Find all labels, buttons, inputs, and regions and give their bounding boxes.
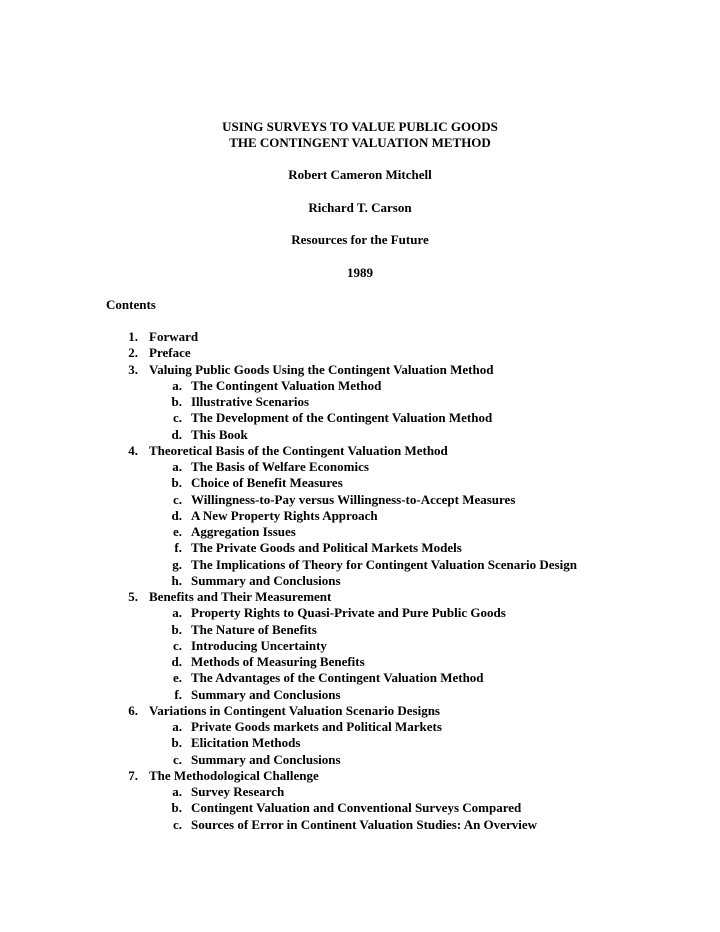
toc-item-number: 2. (128, 345, 138, 361)
toc-item-number: c. (172, 491, 182, 507)
toc-section (0, 557, 720, 573)
toc-section (0, 475, 720, 491)
toc-item-title: Methods of Measuring Benefits (191, 654, 365, 669)
toc-item-title: Contingent Valuation and Conventional Surveys Compared (191, 800, 522, 816)
toc-item-number: g. (172, 556, 182, 572)
toc-section (0, 622, 720, 638)
toc-item-title: Summary and Conclusions (191, 686, 341, 702)
toc-section (0, 687, 720, 703)
toc-item-title: Private Goods markets and Political Markets (191, 719, 442, 734)
toc-item-number: b. (171, 735, 182, 751)
toc-section (0, 670, 720, 686)
toc-item-number: 7. (128, 767, 138, 783)
toc-section (0, 735, 720, 751)
toc-item-number: f. (174, 540, 182, 556)
toc-chapter (0, 329, 720, 345)
toc-section (0, 492, 720, 508)
toc-item-number: h. (171, 572, 182, 588)
toc-item-number: b. (171, 394, 182, 409)
toc-chapter (0, 589, 720, 605)
toc-item-title: Introducing Uncertainty (191, 637, 327, 653)
title-line-2: THE CONTINGENT VALUATION METHOD (229, 135, 491, 150)
toc-chapter (0, 443, 720, 459)
toc-section (0, 378, 720, 394)
toc-section (0, 817, 720, 833)
toc-item-number: c. (172, 637, 182, 653)
toc-section (0, 427, 720, 443)
toc-item-title: The Advantages of the Contingent Valuation Method (191, 670, 484, 686)
toc-section (0, 654, 720, 670)
toc-item-number: 3. (128, 361, 138, 377)
toc-item-title: Sources of Error in Continent Valuation Studies: An Overview (191, 816, 537, 832)
toc-item-title: Summary and Conclusions (191, 572, 341, 588)
toc-item-title: Theoretical Basis of the Contingent Valuation Method (149, 442, 448, 458)
toc-section (0, 573, 720, 589)
toc-section (0, 752, 720, 768)
publisher: Resources for the Future (291, 232, 429, 247)
toc-item-number: c. (172, 816, 182, 832)
toc-section (0, 410, 720, 426)
toc-section (0, 719, 720, 735)
toc-section (0, 540, 720, 556)
toc-chapter (0, 703, 720, 719)
toc-item-number: a. (172, 459, 182, 474)
toc-item-number: b. (171, 800, 182, 816)
toc-item-title: The Basis of Welfare Economics (191, 459, 369, 474)
toc-item-number: 4. (128, 442, 138, 458)
toc-item-number: a. (172, 377, 182, 393)
toc-section (0, 605, 720, 621)
toc-item-title: Survey Research (191, 784, 285, 799)
toc-item-title: Elicitation Methods (191, 735, 301, 751)
toc-item-number: c. (172, 751, 182, 767)
title-line-1: USING SURVEYS TO VALUE PUBLIC GOODS (222, 119, 498, 134)
toc-section (0, 638, 720, 654)
toc-item-title: Benefits and Their Measurement (149, 589, 332, 604)
toc-item-number: e. (172, 524, 182, 539)
toc-item-number: f. (174, 686, 182, 702)
toc-item-number: a. (172, 605, 182, 621)
toc-item-number: 6. (128, 702, 138, 718)
toc-section (0, 459, 720, 475)
toc-item-title: Valuing Public Goods Using the Contingent Valuation Method (149, 361, 494, 377)
toc-chapter (0, 362, 720, 378)
toc-item-number: c. (172, 410, 182, 426)
toc-chapter (0, 345, 720, 361)
toc-chapter (0, 768, 720, 784)
table-of-contents (0, 329, 720, 833)
toc-item-number: d. (171, 507, 182, 523)
toc-item-number: d. (171, 426, 182, 442)
toc-item-title: A New Property Rights Approach (191, 507, 378, 523)
toc-item-number: e. (172, 670, 182, 686)
toc-item-title: Preface (149, 345, 191, 361)
toc-item-title: Variations in Contingent Valuation Scenario Designs (149, 702, 440, 718)
toc-item-number: a. (172, 719, 182, 734)
toc-section (0, 800, 720, 816)
toc-item-number: b. (171, 475, 182, 491)
toc-item-title: Willingness-to-Pay versus Willingness-to-Accept Measures (191, 491, 516, 507)
contents-heading: Contents (106, 297, 156, 312)
toc-item-title: Aggregation Issues (191, 524, 296, 539)
toc-item-title: Property Rights to Quasi-Private and Pure Public Goods (191, 605, 506, 621)
toc-item-title: The Nature of Benefits (191, 621, 317, 637)
toc-item-title: The Implications of Theory for Contingent Valuation Scenario Design (191, 556, 577, 572)
publication-year: 1989 (347, 265, 373, 280)
toc-item-number: a. (172, 784, 182, 799)
toc-item-number: b. (171, 621, 182, 637)
author-1: Robert Cameron Mitchell (288, 167, 432, 182)
toc-item-title: Summary and Conclusions (191, 751, 341, 767)
toc-item-title: This Book (191, 426, 248, 442)
toc-item-number: d. (171, 654, 182, 669)
toc-item-number: 5. (128, 589, 138, 604)
toc-section (0, 508, 720, 524)
toc-item-title: Forward (149, 329, 199, 344)
toc-item-number: 1. (128, 329, 138, 344)
toc-item-title: The Methodological Challenge (149, 767, 319, 783)
author-2: Richard T. Carson (308, 200, 412, 215)
toc-item-title: The Contingent Valuation Method (191, 377, 382, 393)
toc-section (0, 784, 720, 800)
toc-item-title: Illustrative Scenarios (191, 394, 310, 409)
toc-section (0, 394, 720, 410)
toc-item-title: The Development of the Contingent Valuation Method (191, 410, 493, 426)
toc-item-title: The Private Goods and Political Markets Models (191, 540, 462, 556)
toc-section (0, 524, 720, 540)
toc-item-title: Choice of Benefit Measures (191, 475, 343, 491)
